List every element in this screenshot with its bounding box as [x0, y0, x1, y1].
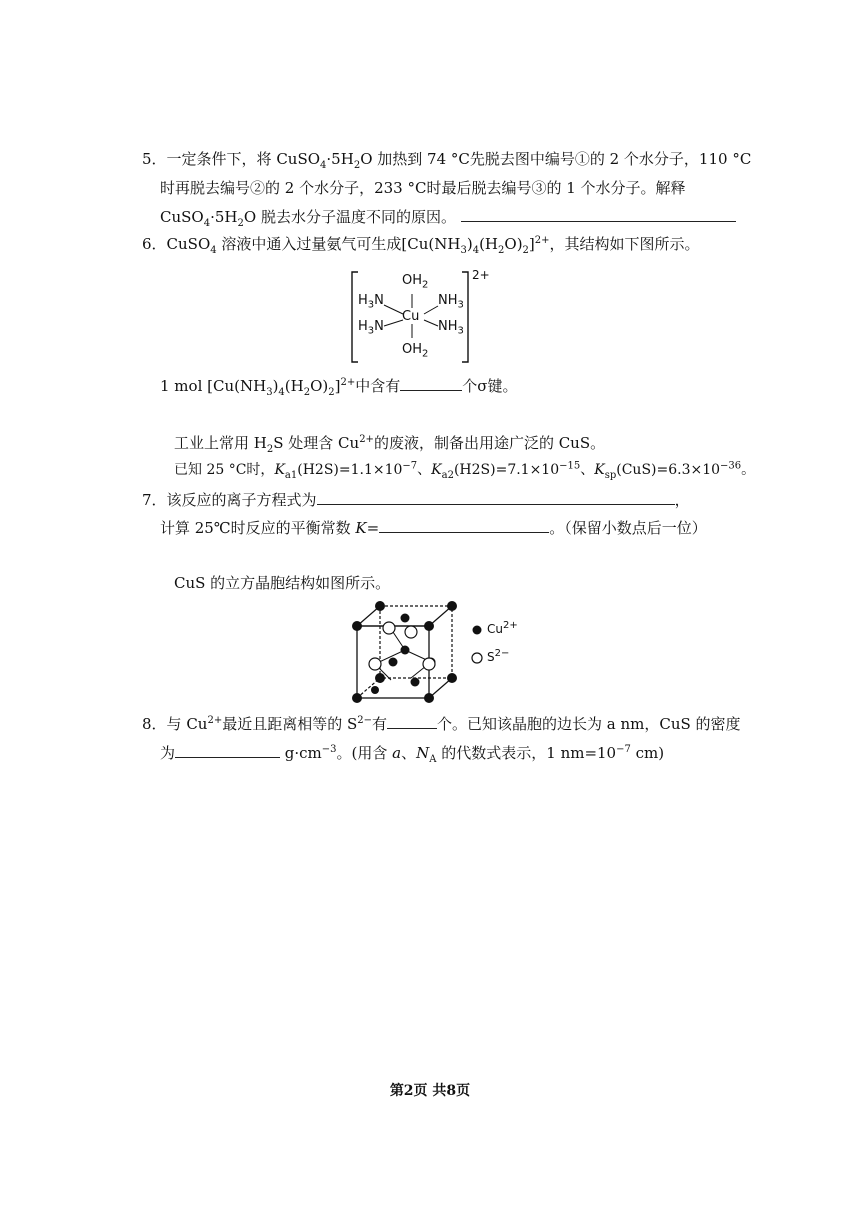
complex-top-ligand: $OH_2$ — [402, 273, 429, 291]
cu-atom — [375, 601, 385, 611]
cu-atom — [389, 658, 398, 667]
q6-number: 6． — [142, 235, 167, 253]
q5-number: 5． — [142, 150, 167, 168]
complex-charge: 2+ — [472, 268, 490, 282]
cu-atom — [447, 673, 457, 683]
complex-structure — [340, 268, 490, 368]
legend-s-label: $S^{2-}$ — [487, 648, 510, 664]
q5-line1: 5．一定条件下，将 $CuSO_4\cdot 5H_2O$ 加热到 74 °C先脱去图中编号①的 2 个水分子，110 °C — [142, 150, 752, 171]
complex-center-cu: Cu — [402, 309, 420, 324]
legend-cu-marker — [473, 626, 482, 635]
s-atom — [383, 622, 395, 634]
q6-question: 1 mol $[Cu(NH_3)_4(H_2O)_2]^{2+}$中含有 个σ键。 — [160, 374, 518, 397]
complex-right-ligand-2: $NH_3$ — [438, 319, 464, 337]
q8-count-blank[interactable] — [387, 712, 437, 729]
cu-atom — [447, 601, 457, 611]
complex-left-ligand-1: $H_3N$ — [358, 293, 384, 311]
q7-k-blank[interactable] — [379, 516, 549, 533]
q7-equation-blank[interactable] — [317, 488, 675, 505]
s-atom — [369, 658, 381, 670]
cu-atom — [424, 621, 434, 631]
crystal-caption: CuS 的立方晶胞结构如图所示。 — [174, 574, 391, 592]
legend-s-marker — [472, 653, 482, 663]
s-atom — [405, 626, 417, 638]
complex-bottom-ligand: $OH_2$ — [402, 342, 429, 360]
q8-density-blank[interactable] — [175, 741, 280, 758]
intro-line1: 工业上常用 $H_2S$ 处理含 $Cu^{2+}$的废液，制备出用途广泛的 CuS。 — [174, 434, 606, 455]
q8-number: 8． — [142, 715, 167, 733]
q7-number: 7． — [142, 491, 167, 509]
q8-line2: 为 $g\cdot cm^{-3}$。(用含 a、$N_A$ 的代数式表示，1 $nm=10^{-7}$ cm) — [160, 741, 664, 764]
q7-line1: 7．该反应的离子方程式为 ， — [142, 488, 690, 511]
cu-atom — [424, 693, 434, 703]
complex-right-ligand-1: $NH_3$ — [438, 293, 464, 311]
cu-atom — [352, 621, 362, 631]
cus-unit-cell-svg — [345, 598, 545, 708]
legend-cu-label: $Cu^{2+}$ — [487, 620, 518, 636]
q5-answer-blank[interactable] — [461, 205, 736, 222]
q7-line2: 计算 25℃时反应的平衡常数 K= 。（保留小数点后一位） — [160, 516, 707, 539]
q5-line2: 时再脱去编号②的 2 个水分子，233 °C时最后脱去编号③的 1 个水分子。解释 — [160, 179, 686, 197]
cu-atom — [401, 646, 410, 655]
cu-atom — [352, 693, 362, 703]
cus-unit-cell — [345, 598, 545, 708]
intro-line2: 已知 25 °C时，$K_{a1}(H2S)=1.1\times 10^{-7}$、$K_{a2}(H2S)=7.1\times 10^{-15}$、$K_{sp}(CuS)=6.3\times 10^{-36}$。 — [174, 460, 756, 481]
q5-line3: $CuSO_4\cdot 5H_2O$ 脱去水分子温度不同的原因。 — [160, 205, 736, 228]
cu-atom — [375, 673, 385, 683]
s-atom — [423, 658, 435, 670]
q6-line1: 6．CuSO$_4$ 溶液中通入过量氨气可生成$[Cu(NH_3)_4(H_2O)_2]^{2+}$，其结构如下图所示。 — [142, 235, 700, 256]
cu-atom — [401, 614, 410, 623]
q8-line1: 8．与 $Cu^{2+}$最近且距离相等的 $S^{2-}$有 个。已知该晶胞的边长为 a nm，CuS 的密度 — [142, 712, 741, 735]
q6-answer-blank[interactable] — [400, 374, 462, 391]
cu-atom — [371, 686, 379, 694]
page-footer: 第2页 共8页 — [389, 1083, 471, 1099]
complex-left-ligand-2: $H_3N$ — [358, 319, 384, 337]
cu-atom — [411, 678, 420, 687]
